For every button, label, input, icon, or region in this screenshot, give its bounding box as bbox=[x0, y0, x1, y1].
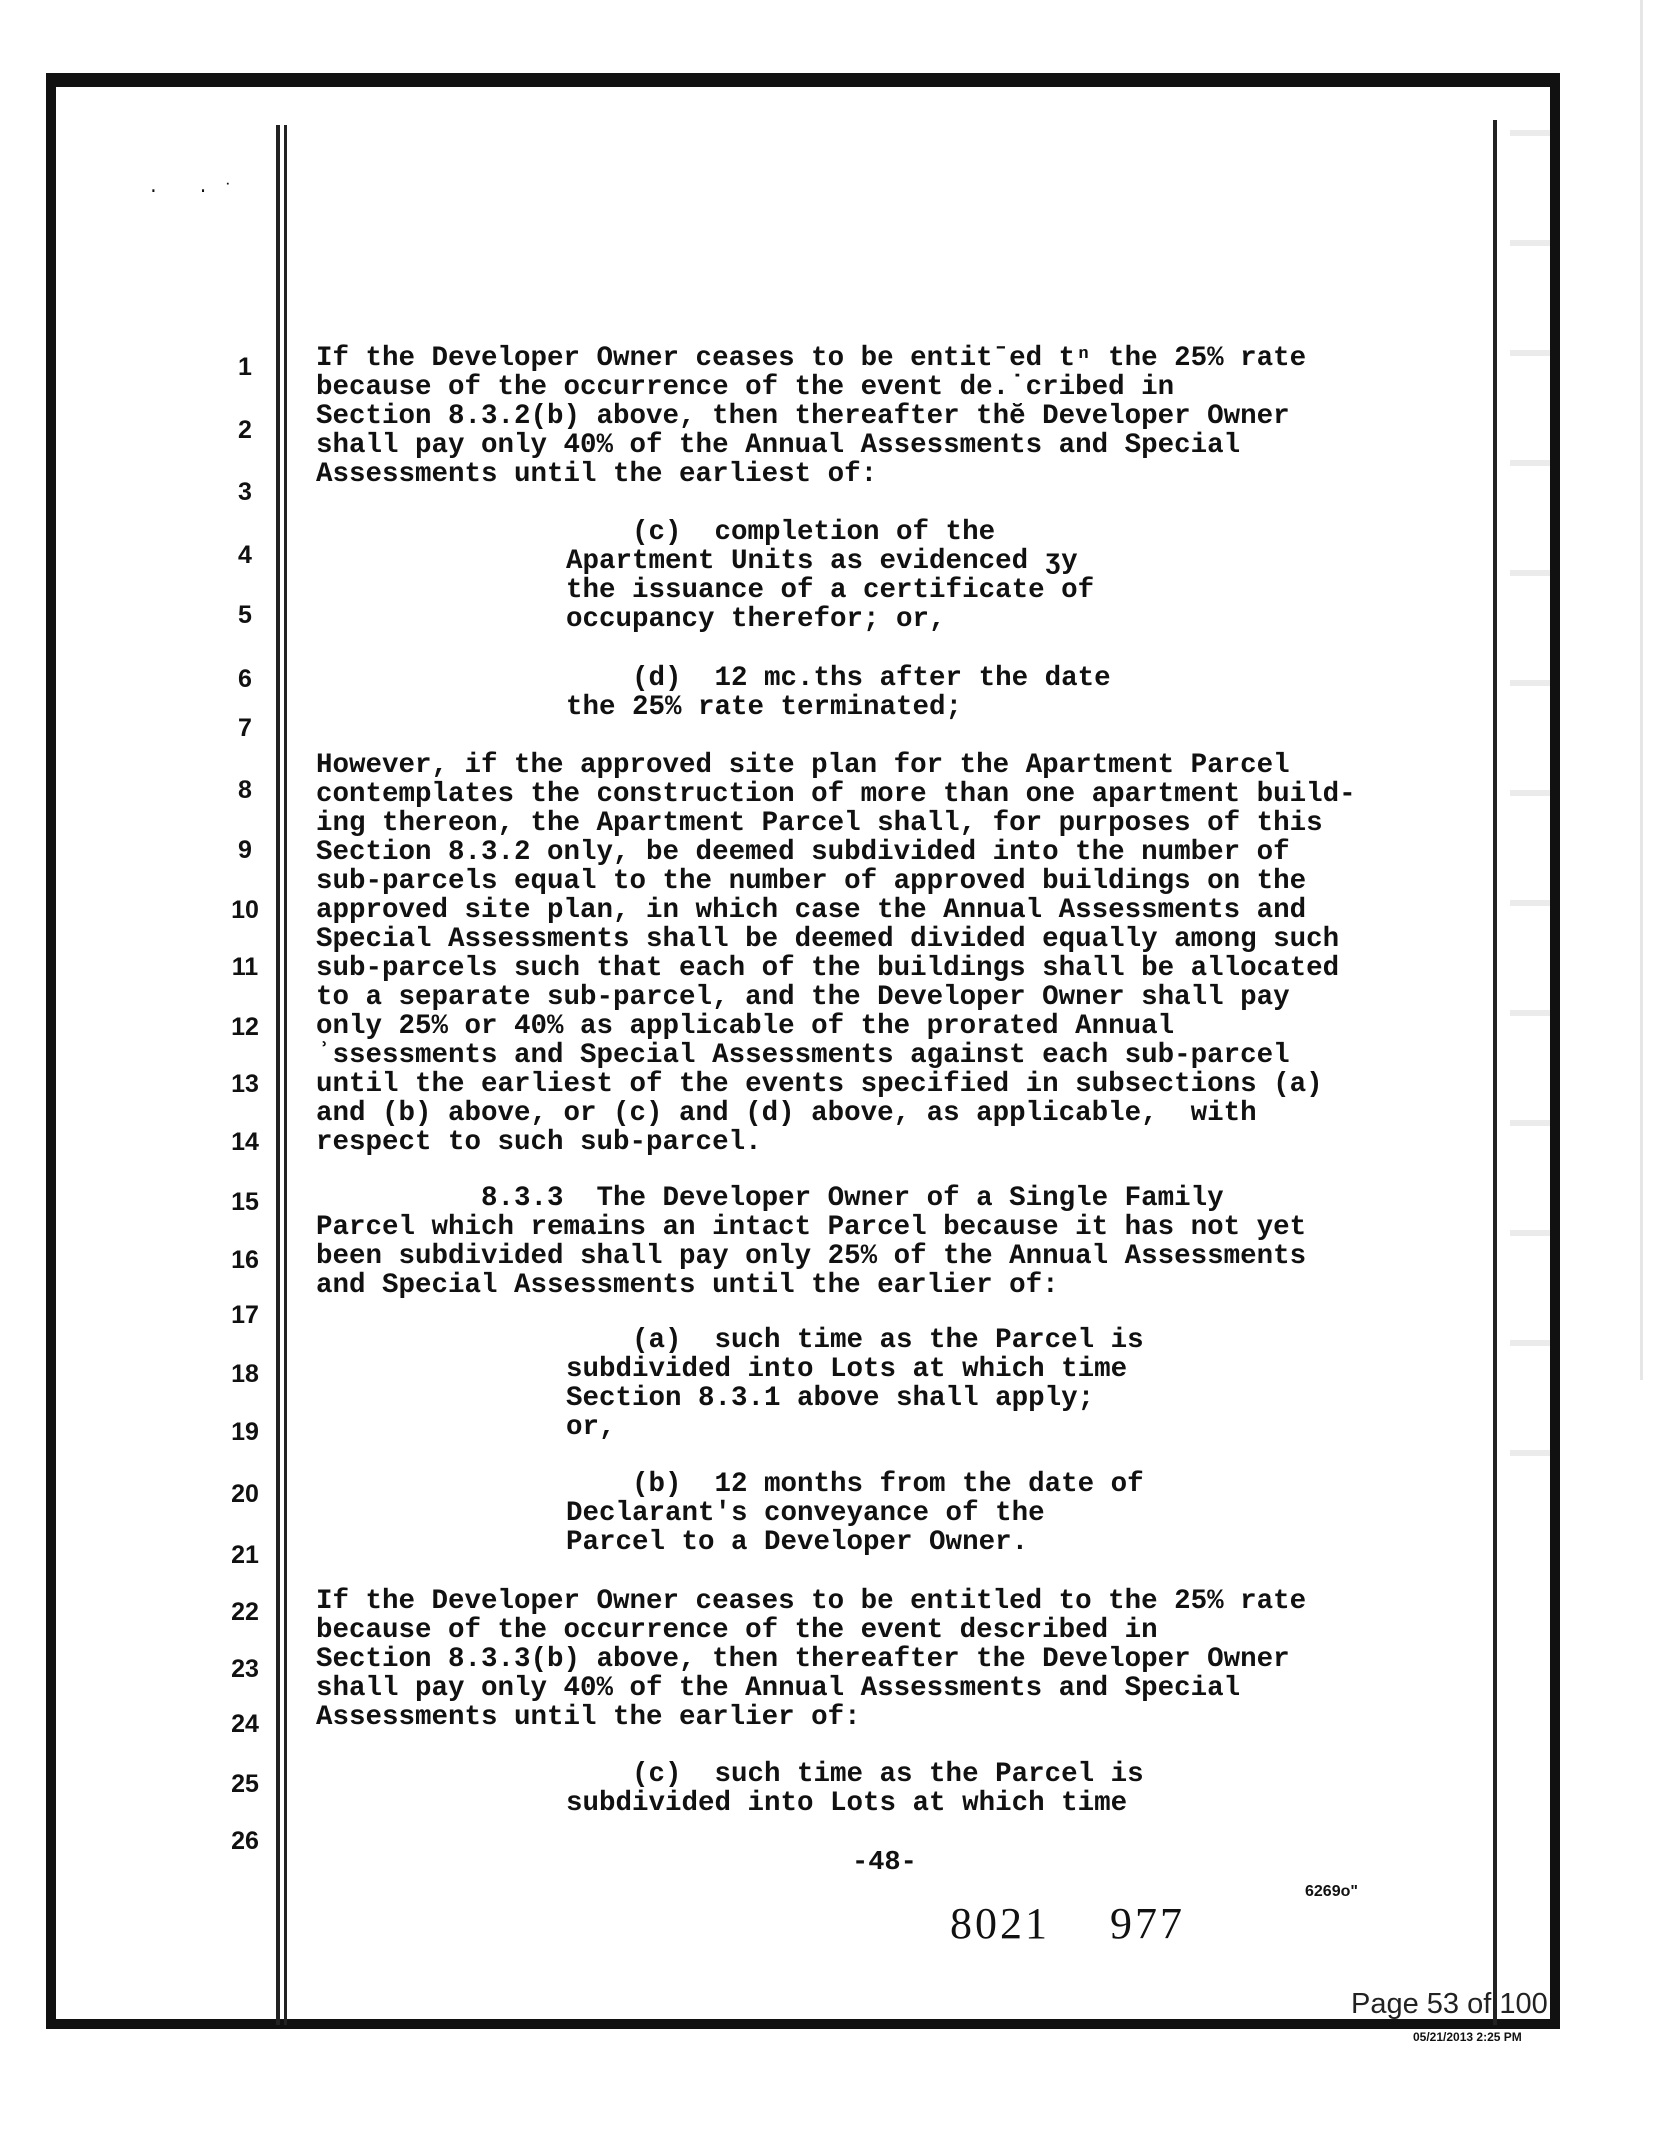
margin-rule-right bbox=[1493, 120, 1497, 2025]
line-number: 2 bbox=[238, 416, 252, 444]
line-number: 23 bbox=[231, 1655, 259, 1683]
line-number: 17 bbox=[231, 1301, 259, 1329]
print-timestamp: 05/21/2013 2:25 PM bbox=[1413, 2030, 1522, 2044]
line-number: 14 bbox=[231, 1128, 259, 1156]
recording-book-number: 8021 bbox=[950, 1899, 1050, 1948]
subsection-c-parcel-subdivided: (c) such time as the Parcel is subdivided into Lots at which time bbox=[566, 1759, 1144, 1819]
line-number: 8 bbox=[238, 776, 252, 804]
paragraph-apartment-parcel: However, if the approved site plan for the Apartment Parcel contemplates the construction of more than one apartment build- ing thereon, the Apartment Parcel shall, for purposes of this Section 8.3.2 only, be deemed subdivided into the number of sub-parcels equal to the number of approved buildings on the approved site plan, in which case the Annual Assessments and Special Assessments shall be deemed divided equally among such sub-parcels such that each of the buildings shall be allocated to a separate sub-parcel, and the Developer Owner shall pay only 25% or 40% as applicable of the prorated Annual ʾssessments and Special Assessments against each sub-parcel until the earliest of the events specified in subsections (a) and (b) above, or (c) and (d) above, as applicable, with respect to such sub-parcel. bbox=[316, 750, 1356, 1158]
line-number: 3 bbox=[238, 478, 252, 506]
recording-page-number: 977 bbox=[1110, 1899, 1185, 1948]
line-number: 18 bbox=[231, 1360, 259, 1388]
subsection-d-12-months: (d) 12 mc.ths after the date the 25% rate terminated; bbox=[566, 663, 1111, 723]
page-number: -48- bbox=[852, 1848, 917, 1878]
line-number: 11 bbox=[231, 953, 259, 981]
line-number: 9 bbox=[238, 836, 252, 864]
subsection-a-subdivided: (a) such time as the Parcel is subdivided into Lots at which time Section 8.3.1 above shall apply; or, bbox=[566, 1325, 1144, 1443]
line-number: 24 bbox=[231, 1710, 259, 1738]
paragraph-developer-owner-25-rate: If the Developer Owner ceases to be entitˉed tⁿ the 25% rate because of the occurrence of the event de.˙cribed in Section 8.3.2(b) above, then thereafter thĕ Developer Owner shall pay only 40% of the Annual Assessments and Special Assessments until the earliest of: bbox=[316, 343, 1307, 490]
scan-edge bbox=[1640, 0, 1643, 1380]
line-number: 21 bbox=[231, 1541, 259, 1569]
page-border-top bbox=[46, 73, 1560, 87]
line-number: 22 bbox=[231, 1598, 259, 1626]
line-number: 16 bbox=[231, 1246, 259, 1274]
line-number: 7 bbox=[238, 714, 252, 742]
page-counter: Page 53 of 100 bbox=[1351, 1988, 1548, 2020]
paragraph-developer-owner-40-rate: If the Developer Owner ceases to be entitled to the 25% rate because of the occurrence of the event described in Section 8.3.3(b) above, then thereafter the Developer Owner shall pay only 40% of the Annual Assessments and Special Assessments until the earlier of: bbox=[316, 1586, 1307, 1733]
line-number: 6 bbox=[238, 665, 252, 693]
page-border-left bbox=[46, 73, 56, 2029]
scan-artifacts bbox=[1510, 90, 1550, 1490]
subsection-c-completion: (c) completion of the Apartment Units as evidenced ʒy the issuance of a certificate of occupancy therefor; or, bbox=[566, 517, 1095, 635]
document-stamp: 6269o" bbox=[1305, 1883, 1358, 1900]
line-number: 10 bbox=[231, 896, 259, 924]
line-number: 12 bbox=[231, 1013, 259, 1041]
line-number: 13 bbox=[231, 1070, 259, 1098]
line-number: 1 bbox=[238, 353, 252, 381]
line-number: 25 bbox=[231, 1770, 259, 1798]
page-border-right bbox=[1550, 73, 1560, 2029]
line-number: 20 bbox=[231, 1480, 259, 1508]
line-number: 4 bbox=[238, 541, 252, 569]
margin-rule-left-outer bbox=[276, 125, 280, 2025]
line-number: 26 bbox=[231, 1827, 259, 1855]
line-number: 19 bbox=[231, 1418, 259, 1446]
subsection-b-conveyance: (b) 12 months from the date of Declarant's conveyance of the Parcel to a Developer Owner. bbox=[566, 1469, 1144, 1558]
scan-dots: · ·˙ bbox=[148, 182, 248, 202]
section-8-3-3: 8.3.3 The Developer Owner of a Single Family Parcel which remains an intact Parcel because it has not yet been subdivided shall pay only 25% of the Annual Assessments and Special Assessments until the earlier of: bbox=[316, 1183, 1307, 1301]
page-border-bottom bbox=[46, 2019, 1560, 2029]
line-number: 5 bbox=[238, 601, 252, 629]
line-number: 15 bbox=[231, 1188, 259, 1216]
margin-rule-left-inner bbox=[284, 125, 287, 2025]
